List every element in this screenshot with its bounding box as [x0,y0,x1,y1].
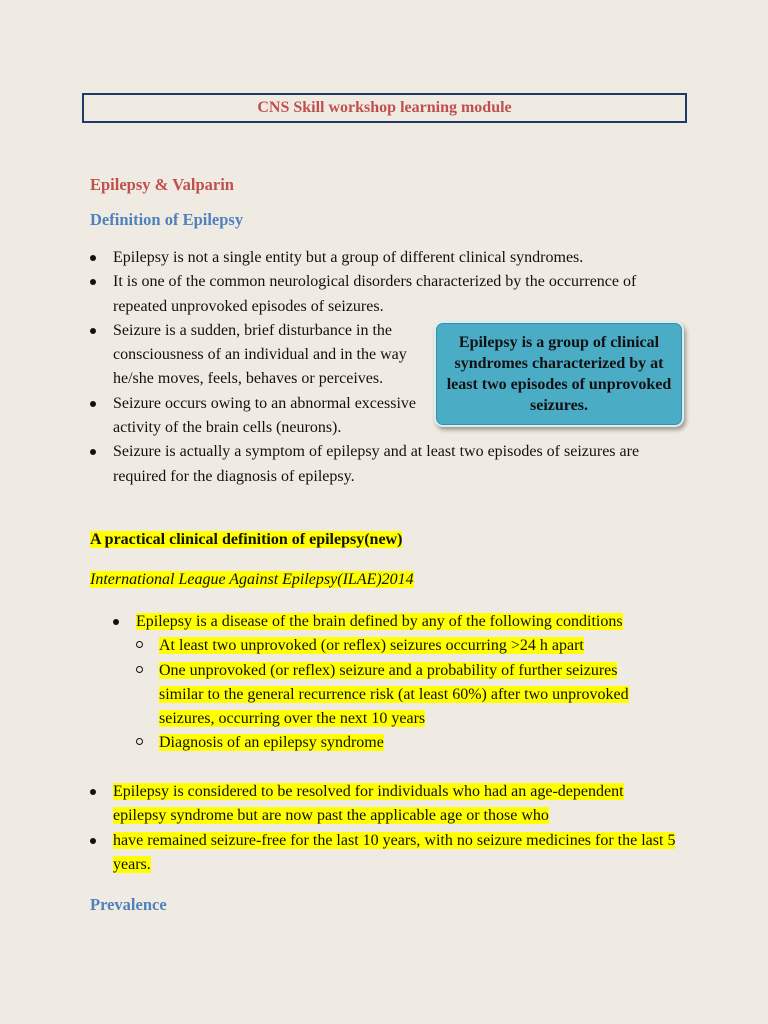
list-item: At least two unprovoked (or reflex) seizures occurring >24 h apart [136,634,683,658]
resolved-list [90,780,680,877]
list-item: Seizure occurs owing to an abnormal excessive activity of the brain cells (neurons). [90,392,443,441]
list-item: Epilepsy is not a single entity but a group of different clinical syndromes. [90,246,680,270]
list-item: One unprovoked (or reflex) seizure and a probability of further seizures similar to the general recurrence risk (at least 60%) after two unprovoked seizures, occurring over the next 10 years [136,659,659,732]
conditions-list [113,634,683,755]
definition-callout [434,321,684,427]
list-item: Seizure is a sudden, brief disturbance in the consciousness of an individual and in the way he/she moves, feels, behaves or perceives. [90,319,428,392]
list-item: Epilepsy is considered to be resolved for individuals who had an age-dependent epilepsy syndrome but are now past the applicable age or those who [90,780,680,829]
prevalence-heading: Prevalence [90,895,167,914]
practical-heading: A practical clinical definition of epilepsy(new) [90,531,403,548]
definition-heading: Definition of Epilepsy [90,210,244,229]
section-title: Epilepsy & Valparin [90,175,234,194]
list-item: It is one of the common neurological disorders characterized by the occurrence of repeated unprovoked episodes of seizures. [90,270,680,319]
ilae-source: International League Against Epilepsy(ILAE)2014 [90,571,414,588]
list-item: have remained seizure-free for the last 10 years, with no seizure medicines for the last 5 years. [90,829,680,878]
list-item: Epilepsy is a disease of the brain defined by any of the following conditions [113,610,683,634]
module-title: CNS Skill workshop learning module [257,99,512,116]
callout-text: Epilepsy is a group of clinical syndromes characterized by at least two episodes of unprovoked seizures. [446,334,672,414]
list-item: Seizure is actually a symptom of epilepsy and at least two episodes of seizures are required for the diagnosis of epilepsy. [90,440,680,489]
module-title-box [82,93,687,123]
list-item: Diagnosis of an epilepsy syndrome [136,731,683,755]
practical-list [113,610,683,756]
